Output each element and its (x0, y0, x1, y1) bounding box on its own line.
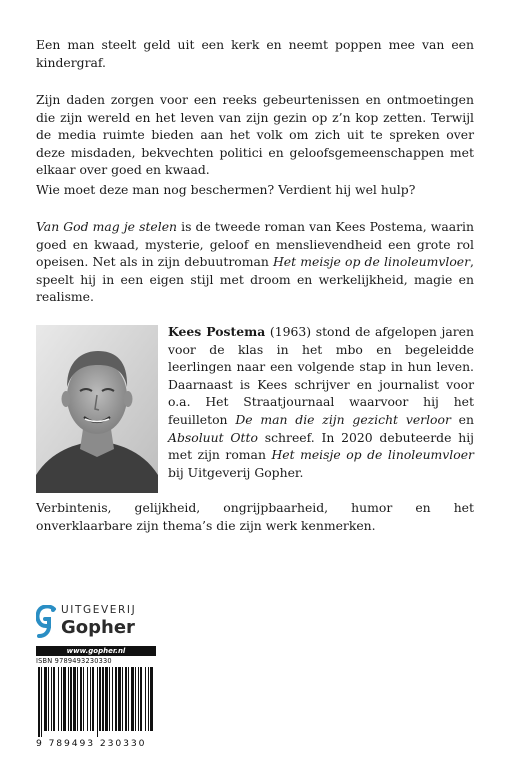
novel-title: Het meisje op de linoleumvloer (271, 447, 474, 463)
barcode-bar (122, 667, 123, 731)
barcode-bar (118, 667, 121, 731)
barcode-bar (41, 667, 42, 737)
barcode-bar (51, 667, 52, 731)
barcode-digits: 9 789493 230330 (36, 738, 147, 749)
feuilleton-title-1: De man die zijn gezicht verloor (235, 411, 451, 427)
publisher-logo-top: UITGEVERIJ (61, 604, 137, 616)
barcode-bar (145, 667, 146, 731)
barcode-bar (97, 667, 98, 737)
paragraph-2 (36, 91, 474, 179)
bio-part-c: schreef. In 2020 debuteerde hij met zijn roman (168, 429, 475, 463)
barcode-bar (99, 667, 101, 731)
bio-part-b: en (450, 411, 474, 427)
barcode-block (36, 646, 156, 749)
paragraph-5 (36, 499, 474, 534)
author-name: Kees Postema (168, 324, 266, 339)
paragraph-2-text: Zijn daden zorgen voor een reeks gebeurtenissen en ontmoetingen die zijn wereld en het leven van zijn gezin op z’n kop zetten. Terwijl de media ruimte bieden aan het volk om zich uit te spreken over deze misdaden, bekvechten politici en geloofsgemeenschappen met elkaar over goed en kwaad. (36, 92, 474, 178)
barcode-bar (58, 667, 59, 731)
paragraph-3-text: Wie moet deze man nog beschermen? Verdient hij wel hulp? (36, 182, 416, 197)
barcode-bar (148, 667, 149, 731)
feuilleton-title-2: Absoluut Otto (168, 429, 258, 445)
paragraph-3 (36, 181, 474, 199)
barcode-bar (73, 667, 76, 731)
isbn-label: ISBN 9789493230330 (36, 657, 112, 665)
barcode-bar (83, 667, 84, 731)
author-photo (36, 325, 158, 493)
barcode-bar (140, 667, 142, 731)
barcode-bar (38, 667, 40, 737)
barcode-bar (70, 667, 72, 731)
barcode-bar (92, 667, 94, 731)
barcode-bar (87, 667, 88, 731)
paragraph-1-text: Een man steelt geld uit een kerk en neemt poppen mee van een kindergraf. (36, 37, 474, 70)
isbn-barcode (36, 667, 156, 737)
barcode-bar (138, 667, 139, 731)
barcode-bar (150, 667, 153, 731)
barcode-bar (80, 667, 82, 731)
debut-title: Het meisje op de linoleumvloer (273, 254, 471, 270)
barcode-bar (44, 667, 47, 731)
barcode-bar (135, 667, 136, 731)
paragraph-4-part-b: , speelt hij in een eigen stijl met droom en werkelijkheid, magie en realisme. (36, 254, 474, 305)
paragraph-1 (36, 36, 474, 71)
bio-part-a: (1963) stond de afgelopen jaren voor de klas in het mbo en begeleidde leerlingen naar een volgende stap in hun leven. Daarnaast is Kees schrijver en journalist voor o.a. Het Straatjournaal waarvoor hij het feuilleton (168, 324, 474, 427)
publisher-logo (36, 604, 146, 644)
barcode-bar (68, 667, 69, 731)
bio-part-d: bij Uitgeverij Gopher. (168, 464, 304, 480)
barcode-bar (63, 667, 66, 731)
book-title: Van God mag je stelen (36, 219, 178, 234)
publisher-logo-name: Gopher (61, 617, 135, 638)
barcode-bar (125, 667, 127, 731)
publisher-url: www.gopher.nl (36, 646, 156, 656)
paragraph-5-text: Verbintenis, gelijkheid, ongrijpbaarheid, humor en het onverklaarbare zijn thema’s die zijn werk kenmerken. (36, 500, 474, 533)
author-bio-text (168, 323, 474, 481)
barcode-bar (112, 667, 113, 731)
gopher-g-icon (36, 605, 58, 639)
barcode-bar (131, 667, 134, 731)
barcode-bar (53, 667, 55, 731)
paragraph-4 (36, 218, 474, 306)
barcode-bar (102, 667, 104, 731)
barcode-bar (109, 667, 110, 731)
barcode-bar (115, 667, 117, 731)
paragraph-4-text (36, 218, 474, 306)
barcode-bar (48, 667, 49, 731)
barcode-bar (90, 667, 91, 731)
author-portrait-image (36, 325, 158, 493)
author-bio (168, 323, 474, 481)
paragraph-4-part-a: is de tweede roman van Kees Postema, waarin goed en kwaad, mysterie, geloof en menslievendheid een grote rol opeisen. Net als in zijn debuutroman (36, 219, 474, 270)
barcode-bar (61, 667, 62, 731)
barcode-bar (105, 667, 108, 731)
barcode-bar (128, 667, 129, 731)
barcode-bar (77, 667, 78, 731)
